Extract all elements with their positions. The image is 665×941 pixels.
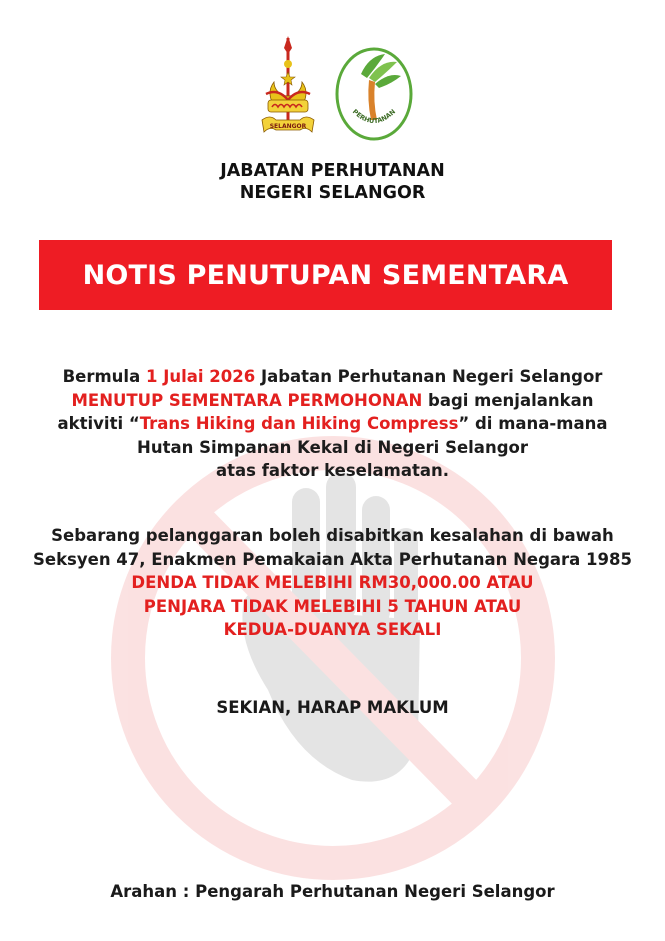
effective-date: 1 Julai 2026 <box>145 367 256 386</box>
announcement-line-2: MENUTUP SEMENTARA PERMOHONAN bagi menjalankan <box>71 390 594 410</box>
header-logos <box>0 34 665 146</box>
closure-statement: MENUTUP SEMENTARA PERMOHONAN <box>71 390 423 410</box>
announcement-line-4: Hutan Simpanan Kekal di Negeri Selangor <box>137 437 528 457</box>
both-penalties-line: KEDUA-DUANYA SEKALI <box>223 620 442 639</box>
selangor-crest-icon <box>258 34 318 146</box>
activity-name: Trans Hiking dan Hiking Compress <box>139 414 459 433</box>
notice-title-banner <box>39 240 612 310</box>
svg-text:PERHUTANAN: PERHUTANAN <box>350 107 398 126</box>
prison-line: PENJARA TIDAK MELEBIHI 5 TAHUN ATAU <box>143 596 522 616</box>
announcement-line-3: aktiviti “Trans Hiking dan Hiking Compress” di mana-mana <box>57 414 608 433</box>
penalty-line-1: Sebarang pelanggaran boleh disabitkan kesalahan di bawah <box>51 526 614 545</box>
notice-title: NOTIS PENUTUPAN SEMENTARA <box>82 259 569 291</box>
fine-line: DENDA TIDAK MELEBIHI RM30,000.00 ATAU <box>131 573 534 592</box>
announcement-line-1: Bermula 1 Julai 2026 Jabatan Perhutanan Negeri Selangor <box>62 367 603 386</box>
department-line-2: NEGERI SELANGOR <box>239 183 426 203</box>
penalty-line-2: Seksyen 47, Enakmen Pemakaian Akta Perhutanan Negara 1985 <box>33 549 632 569</box>
penalty-statement <box>0 524 665 642</box>
closing-remark: SEKIAN, HARAP MAKLUM <box>216 698 449 717</box>
svg-text:SELANGOR: SELANGOR <box>269 123 307 130</box>
closure-announcement <box>0 365 665 483</box>
department-name <box>0 160 665 204</box>
perhutanan-logo-icon <box>333 44 415 144</box>
announcement-line-5: atas faktor keselamatan. <box>216 461 449 480</box>
department-line-1: JABATAN PERHUTANAN <box>220 161 445 181</box>
issuing-authority: Arahan : Pengarah Perhutanan Negeri Selangor <box>110 882 555 901</box>
